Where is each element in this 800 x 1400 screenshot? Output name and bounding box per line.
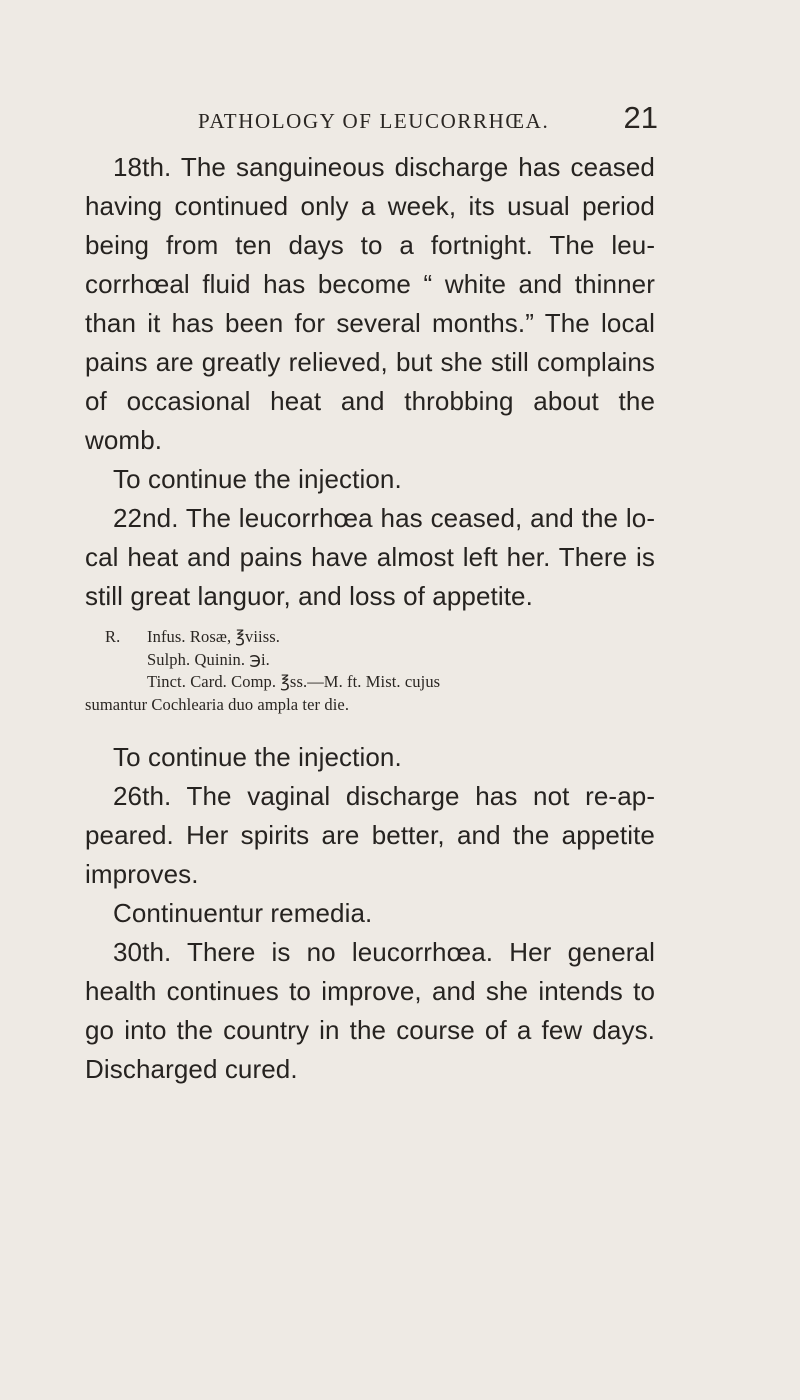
paragraph-continue-injection-1: To continue the injection. xyxy=(113,464,402,494)
paragraph-continuentur: Continuentur remedia. xyxy=(113,898,373,928)
running-title: PATHOLOGY OF LEUCORRHŒA. xyxy=(198,109,550,133)
prescription-block xyxy=(85,626,655,716)
running-head xyxy=(198,100,658,136)
prescription-line-1 xyxy=(85,626,655,649)
body-text xyxy=(85,148,655,1089)
paragraph-22nd: 22nd. The leucorrhœa has ceased, and the local heat and pains have almost left her. There is still great languor, and loss of appetite. xyxy=(85,503,655,611)
prescription-item-1: Infus. Rosæ, ℥viiss. xyxy=(147,627,281,646)
prescription-item-2: Sulph. Quinin. ℈i. xyxy=(147,649,270,669)
paragraph-continue-injection-2: To continue the injection. xyxy=(113,742,402,772)
prescription-item-4: sumantur Cochlearia duo ampla ter die. xyxy=(85,694,350,714)
prescription-item-3: Tinct. Card. Comp. ℥ss.—M. ft. Mist. cujus xyxy=(147,672,441,691)
page-number: 21 xyxy=(623,100,658,135)
recipe-symbol: R. xyxy=(105,627,121,646)
paragraph-18th: 18th. The sanguineous discharge has ceased having continued only a week, its usual period being from ten days to a fortnight. The leucorrhœal fluid has become “ white and thinner than it has been for several months.” The local pains are greatly relieved, but she still complains of occasional heat and throbbing about the womb. xyxy=(85,152,655,455)
paragraph-30th: 30th. There is no leucorrhœa. Her general health continues to improve, and she intends to go into the country in the course of a few days. Discharged cured. xyxy=(85,937,655,1084)
paragraph-26th: 26th. The vaginal discharge has not re-appeared. Her spirits are better, and the appetite improves. xyxy=(85,781,655,889)
